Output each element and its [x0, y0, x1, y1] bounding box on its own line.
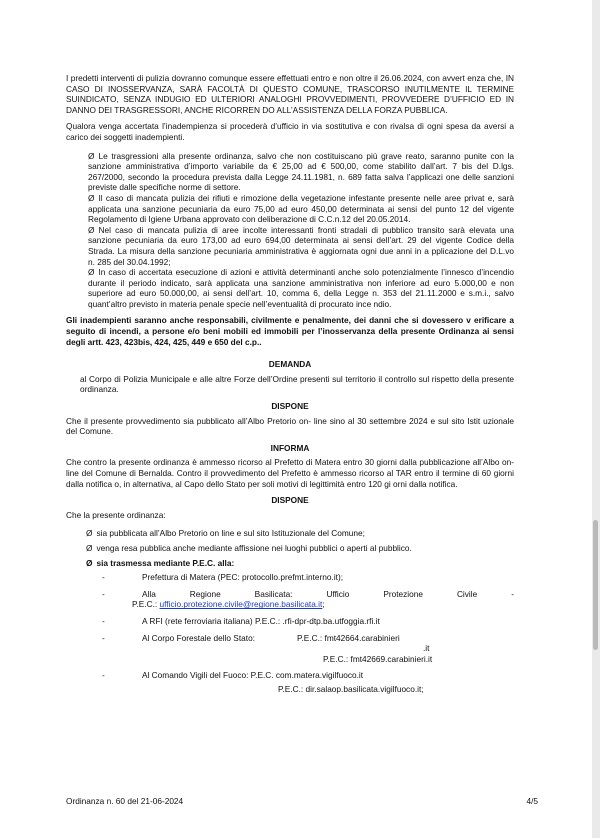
- list-item: Ø Nel caso di mancata pulizia di aree incolte interessanti fronti stradali di pubblico transito sarà elevata una sanzione pecuniaria da euro 173,00 ad euro 694,00 determinata ai sensi dell’art. 29 del vigente Codice della Strada. La misura della sanzione pecuniaria amministrativa è aggiornata ogni due anni in a pplicazione del D.L.vo n. 285 del 30.04.1992;: [88, 224, 514, 267]
- dispone-heading: DISPONE: [271, 401, 309, 412]
- intro-paragraph: I predetti interventi di pulizia dovranno comunque essere effettuati entro e non oltre il 26.06.2024, con avvert enza che, IN CASO DI INOSSERVANZA, SARÀ FACOLTÀ DI QUESTO COMUNE, TRASCORSO INUTILMENTE IL TERMINE SUINDICATO, SENZA INDUGIO ED ULTERIORI ANALOGHI PROVVEDIMENTI, PROVVEDERE D’UFFICIO ED IN DANNO DEI TRASGRESSORI, ANCHE RICORREN DO ALL’ASSISTENZA DELLA FORZA PUBBLICA.: [66, 73, 514, 115]
- recipient-forestale: - Al Corpo Forestale dello Stato: P.E.C.: fmt42664.carabinieri .it P.E.C.: fmt42669.carabinieri.it: [102, 632, 433, 664]
- demanda-heading: DEMANDA: [268, 359, 312, 370]
- pec-recipients: [66, 572, 514, 694]
- informa-text: Che contro la presente ordinanza è ammesso ricorso al Prefetto di Matera entro 30 giorni dalla pubblicazione all’Albo on-line del Comune di Bernalda. Contro il provvedimento del Prefetto è ammesso ricorso al TAR entro il termine di 60 giorni dalla notifica o, in alternativa, al Capo dello Stato per soli motivi di legittimità entro 120 gi orni dalla notifica.: [66, 457, 514, 489]
- bullet-icon: Ø: [88, 267, 95, 278]
- list-item: Ø venga resa pubblica anche mediante affissione nei luoghi pubblici o aperti al pubblico.: [86, 542, 412, 553]
- page-number: 4/5: [526, 796, 538, 806]
- list-item: Ø In caso di accertata esecuzione di azioni e attività determinanti anche solo potenzialmente l’innesco d’incendio durante il periodo indicato, sarà applicata una sanzione amministrativa non inferiore ad euro 5.000,00 e non superiore ad euro 50.000,00, ai sensi dell’art. 10, comma 6, della Legge n. 353 del 21.11.2000 e s.m.i., salvo quant’altro previsto in materia penale specie nell’eventualità di procurato ince ndio.: [88, 267, 514, 309]
- dispone-list: [66, 528, 514, 568]
- informa-heading: INFORMA: [270, 442, 310, 453]
- inadempienza-paragraph: Qualora venga accertata l’inadempienza si procederà d’ufficio in via sostitutiva e con rivalsa di ogni spesa da aversi a carico dei soggetti inadempienti.: [66, 121, 514, 142]
- recipient-vigili-fuoco: - Al Comando Vigili del Fuoco: P.E.C. com.matera.vigilfuoco.it P.E.C.: dir.salaop.basilicata.vigilfuoco.it;: [102, 670, 424, 694]
- bullet-icon: Ø: [86, 557, 93, 568]
- bullet-icon: Ø: [88, 224, 95, 235]
- page-content: [66, 73, 514, 701]
- dispone-heading-2: DISPONE: [271, 495, 309, 506]
- dispone-text: Che il presente provvedimento sia pubblicato all’Albo Pretorio on- line sino al 30 settembre 2024 e sul sito Istit uzionale del Comune.: [66, 415, 514, 437]
- page-footer: [66, 796, 538, 806]
- ordinance-reference: Ordinanza n. 60 del 21-06-2024: [66, 796, 184, 806]
- list-item: Ø sia pubblicata all’Albo Pretorio on line e sul sito Istituzionale del Comune;: [86, 528, 365, 539]
- sanctions-list: [66, 151, 514, 310]
- demanda-text: al Corpo di Polizia Municipale e alle altre Forze dell’Ordine presenti sul territorio il controllo sul rispetto della presente ordinanza.: [80, 373, 514, 395]
- liability-warning: Gli inadempienti saranno anche responsabili, civilmente e penalmente, dei danni che si dovessero v erificare a seguito di incendi, a persone e/o beni mobili ed immobili per l’inosservanza della presente Ordinanza ai sensi degli artt. 423, 423bis, 424, 425, 449 e 650 del c.p..: [66, 315, 514, 347]
- recipient-rfi: - A RFI (rete ferroviaria italiana) P.E.C.: .rfi-dpr-dtp.ba.utfoggia.rfi.it: [102, 615, 380, 626]
- recipient-regione: - Alla Regione Basilicata: Ufficio Protezione Civile - P.E.C.: ufficio.protezione.civile@regione.basilicata.it;: [102, 588, 514, 610]
- bullet-icon: Ø: [88, 150, 95, 161]
- bullet-icon: Ø: [86, 542, 93, 553]
- dispone-intro: Che la presente ordinanza:: [66, 509, 166, 520]
- list-item: Ø Le trasgressioni alla presente ordinanza, salvo che non costituiscano più grave reato, saranno punite con la sanzione amministrativa d’importo variabile da € 25,00 ad € 500,00, come stabilito dall’art. 7 bis del D.lgs. 267/2000, secondo la procedura prevista dalla Legge 24.11.1981, n. 689 fatta salva l’applicazi one delle sanzioni previste dalle specifiche norme di settore.: [88, 150, 514, 193]
- pec-email-link[interactable]: ufficio.protezione.civile@regione.basilicata.it: [159, 599, 323, 610]
- recipient-prefettura: - Prefettura di Matera (PEC: protocollo.prefmt.interno.it);: [102, 572, 344, 583]
- list-item: Ø sia trasmessa mediante P.E.C. alla:: [86, 557, 235, 568]
- bullet-icon: Ø: [88, 192, 95, 203]
- list-item: Ø Il caso di mancata pulizia dei rifiuti e rimozione della vegetazione infestante presente nelle aree privat e, sarà applicata una sanzione pecuniaria da euro 75,00 ad euro 450,00 determinata ai sensi del punto 12 del vigente Regolamento di Igiene Urbana approvato con deliberazione di C.C.n.12 del 20.05.2014.: [88, 192, 514, 225]
- bullet-icon: Ø: [86, 528, 93, 539]
- scrollbar[interactable]: [593, 520, 598, 650]
